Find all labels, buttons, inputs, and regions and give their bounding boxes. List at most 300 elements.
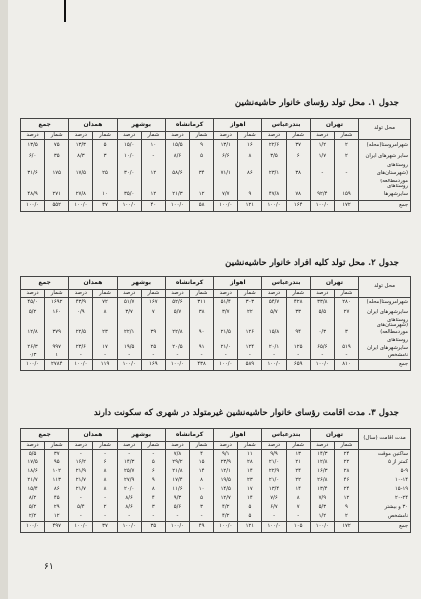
- table-cell: ۵۲/۶: [165, 298, 189, 308]
- row-label: سایرشهرها: [359, 189, 411, 200]
- table-cell: ۲۱/۳: [165, 189, 189, 200]
- total-cell: ۸۱۰: [334, 359, 358, 370]
- table-cell: ۸: [93, 477, 117, 486]
- table-cell: ۰/۳: [21, 353, 45, 359]
- total-cell: ۱۰۰/۰: [214, 522, 238, 533]
- sub-header: شمار: [45, 132, 69, 140]
- page-number: ۶۱: [44, 562, 54, 572]
- table-cell: ۵۱/۴: [214, 298, 238, 308]
- table-cell: ۷: [141, 308, 165, 318]
- table-cell: ۲۸: [334, 468, 358, 477]
- table-cell: ۲۰/۱: [262, 343, 286, 353]
- table-cell: ۸۶: [45, 486, 69, 495]
- row-header: مدت اقامت (سال): [359, 429, 411, 450]
- table-cell: ۱۰: [141, 140, 165, 152]
- total-cell: ۱۰۰/۰: [21, 522, 45, 533]
- table-cell: ۱۱/۶: [165, 486, 189, 495]
- table-cell: ۵: [190, 152, 214, 163]
- table-cell: ۲۱/۰: [214, 343, 238, 353]
- table-cell: ۱۶۷: [141, 298, 165, 308]
- table-cell: ۷/۷: [214, 189, 238, 200]
- table-cell: ۹: [141, 477, 165, 486]
- total-cell: ۱۰۰/۰: [262, 200, 286, 211]
- table-cell: ۵/۵: [310, 308, 334, 318]
- total-cell: ۱۰۰/۰: [117, 522, 141, 533]
- table-cell: -: [69, 495, 93, 504]
- row-label: روستاهای: [359, 318, 411, 323]
- sub-header: درصد: [310, 290, 334, 298]
- group-header: اهواز: [214, 429, 262, 442]
- group-header: کرمانشاه: [165, 119, 213, 132]
- table-cell: ۱: [45, 353, 69, 359]
- sub-header: درصد: [214, 132, 238, 140]
- total-cell: ۱۰۰/۰: [214, 200, 238, 211]
- row-label: سایر شهرهای ایران: [359, 152, 411, 163]
- table-cell: ۸۶: [238, 168, 262, 179]
- table-cell: ۹۰: [190, 328, 214, 338]
- table-cell: ۳/۵: [262, 152, 286, 163]
- table-cell: -: [262, 353, 286, 359]
- table-cell: ۱۷/۴: [165, 477, 189, 486]
- table-row: [21, 152, 411, 163]
- group-header: جمع: [21, 429, 69, 442]
- table-1-caption: جدول ۱. محل تولد رؤسای خانوار حاشیه‌نشین: [234, 98, 399, 108]
- table-cell: -: [334, 168, 358, 179]
- table-cell: ۹/۳: [165, 495, 189, 504]
- table-cell: ۴: [141, 495, 165, 504]
- sub-header: درصد: [214, 290, 238, 298]
- sub-header: درصد: [262, 132, 286, 140]
- table-row: [21, 140, 411, 152]
- table-cell: ۹: [190, 140, 214, 152]
- table-cell: ۱۳/۴: [310, 486, 334, 495]
- group-header: همدان: [69, 119, 117, 132]
- total-row: [21, 200, 411, 211]
- table-cell: ۱۲/۷: [214, 495, 238, 504]
- table-cell: ۴۵: [45, 495, 69, 504]
- table-cell: ۱۲: [141, 189, 165, 200]
- table-cell: ۵: [93, 140, 117, 152]
- table-cell: ۱۲۶: [238, 328, 262, 338]
- total-cell: ۱۰۰/۰: [69, 522, 93, 533]
- table-cell: ۲: [93, 504, 117, 513]
- table-cell: ۲۲/۱: [117, 328, 141, 338]
- table-cell: ۳: [93, 152, 117, 163]
- table-cell: ۲۲: [286, 477, 310, 486]
- table-cell: ۱۵/۰: [117, 140, 141, 152]
- table-cell: ۳: [190, 504, 214, 513]
- table-cell: ۳۵: [45, 152, 69, 163]
- table-cell: ۴/۲: [214, 513, 238, 522]
- total-cell: ۶۵۹: [286, 359, 310, 370]
- table-cell: ۲۸: [238, 459, 262, 468]
- table-cell: ۲/۲: [21, 513, 45, 522]
- table-cell: ۰/۹: [69, 308, 93, 318]
- row-label: (شهرستان‌های: [359, 168, 411, 179]
- total-cell: ۱۷۲: [334, 522, 358, 533]
- sub-header: شمار: [141, 132, 165, 140]
- total-cell: ۱۰۰/۰: [310, 359, 334, 370]
- table-cell: ۵/۷: [165, 308, 189, 318]
- group-header: تهران: [310, 119, 358, 132]
- sub-header: درصد: [117, 442, 141, 450]
- table-cell: ۱۲: [190, 189, 214, 200]
- group-header: تهران: [310, 429, 358, 442]
- table-cell: ۵/۲: [21, 504, 45, 513]
- table-cell: ۲۵/۷: [117, 468, 141, 477]
- table-cell: ۹/۱: [214, 450, 238, 459]
- total-label: جمع: [359, 522, 411, 533]
- table-cell: ۲۷/۹: [117, 477, 141, 486]
- table-cell: ۵: [190, 495, 214, 504]
- sub-header: شمار: [45, 290, 69, 298]
- table-cell: ۷: [286, 504, 310, 513]
- sub-header: درصد: [165, 132, 189, 140]
- table-cell: ۴۷/۸: [262, 189, 286, 200]
- table-cell: ۲۳/۹: [214, 459, 238, 468]
- total-cell: ۱۰۰/۰: [21, 359, 45, 370]
- sub-header: شمار: [93, 290, 117, 298]
- sub-header: درصد: [165, 290, 189, 298]
- table-cell: ۸/۶: [165, 152, 189, 163]
- table-cell: ۲: [334, 140, 358, 152]
- table-cell: ۴۳/۹: [69, 298, 93, 308]
- total-cell: ۱۰۰/۰: [69, 359, 93, 370]
- table-cell: ۱/۲: [310, 140, 334, 152]
- sub-header: درصد: [310, 442, 334, 450]
- table-2-caption: جدول ۲. محل تولد کلیه افراد خانوار حاشیه‌نشین: [225, 258, 399, 268]
- table-cell: ۸/۶: [117, 504, 141, 513]
- table-cell: -: [93, 513, 117, 522]
- table-cell: ۱۵/۸: [262, 328, 286, 338]
- total-cell: ۱۶۴: [286, 200, 310, 211]
- table-cell: ۴/۲: [214, 504, 238, 513]
- page-edge: [0, 0, 8, 599]
- table-cell: ۹: [334, 504, 358, 513]
- sub-header: شمار: [238, 132, 262, 140]
- table-row: [21, 328, 411, 338]
- table-cell: ۲۳/۱: [262, 168, 286, 179]
- sub-header: شمار: [190, 290, 214, 298]
- table-cell: -: [117, 353, 141, 359]
- table-cell: ۷/۹: [310, 495, 334, 504]
- table-cell: -: [165, 513, 189, 522]
- group-header: اهواز: [214, 119, 262, 132]
- table-cell: ۲۲: [238, 308, 262, 318]
- table-cell: ۱۰: [93, 189, 117, 200]
- total-cell: ۳۷: [93, 522, 117, 533]
- table-cell: ۲: [334, 513, 358, 522]
- total-cell: ۱۰۰/۰: [21, 200, 45, 211]
- table-cell: ۱۱۳: [45, 477, 69, 486]
- table-cell: ۱۵/۵: [165, 140, 189, 152]
- table-cell: ۵۸/۶: [165, 168, 189, 179]
- table-cell: -: [141, 152, 165, 163]
- table-cell: ۱/۷: [310, 152, 334, 163]
- table-cell: ۳۷۹: [45, 328, 69, 338]
- table-3: [20, 428, 411, 533]
- total-cell: ۵۸۹: [238, 359, 262, 370]
- table-cell: ۲۵: [93, 168, 117, 179]
- table-cell: ۱۷: [238, 486, 262, 495]
- table-row: [21, 298, 411, 308]
- table-cell: ۷۲: [93, 298, 117, 308]
- table-cell: ۳۸: [286, 168, 310, 179]
- total-cell: ۱۲۱: [238, 200, 262, 211]
- table-cell: ۸: [93, 486, 117, 495]
- table-cell: ۱۲: [141, 168, 165, 179]
- table-cell: ۱۷/۵: [21, 459, 45, 468]
- row-label: کمتر از ۵: [359, 459, 411, 468]
- table-cell: ۶/۶: [214, 152, 238, 163]
- table-cell: ۰/۳: [310, 328, 334, 338]
- total-cell: ۴۳۸: [190, 359, 214, 370]
- table-cell: ۱۳: [286, 450, 310, 459]
- total-cell: ۱۰۰/۰: [165, 522, 189, 533]
- group-header: بوشهر: [117, 119, 165, 132]
- group-header: بوشهر: [117, 429, 165, 442]
- table-cell: ۵/۳: [310, 504, 334, 513]
- sub-header: درصد: [310, 132, 334, 140]
- table-cell: ۱۶: [238, 140, 262, 152]
- sub-header: درصد: [21, 132, 45, 140]
- table-cell: ۲۲/۵: [69, 328, 93, 338]
- table-cell: -: [141, 450, 165, 459]
- total-cell: ۴۹۷: [45, 522, 69, 533]
- table-row: [21, 168, 411, 179]
- table-cell: ۲۷۱: [45, 189, 69, 200]
- total-cell: ۱۰۰/۰: [69, 200, 93, 211]
- sub-header: شمار: [141, 442, 165, 450]
- table-cell: ۳۳/۸: [310, 298, 334, 308]
- row-header: محل تولد: [359, 277, 411, 298]
- table-row: [21, 189, 411, 200]
- table-row: [21, 468, 411, 477]
- sub-header: درصد: [117, 290, 141, 298]
- table-row: [21, 477, 411, 486]
- table-cell: ۳۹: [141, 328, 165, 338]
- group-header: همدان: [69, 429, 117, 442]
- table-cell: ۹۱: [190, 343, 214, 353]
- table-cell: ۵/۵: [21, 450, 45, 459]
- group-header: همدان: [69, 277, 117, 290]
- total-cell: ۱۱۹: [93, 359, 117, 370]
- table-cell: ۲۱/۷: [69, 486, 93, 495]
- total-cell: ۴۰: [141, 200, 165, 211]
- table-cell: -: [141, 513, 165, 522]
- table-cell: -: [117, 513, 141, 522]
- table-cell: -: [69, 513, 93, 522]
- table-cell: ۸/۲: [21, 495, 45, 504]
- sub-header: شمار: [238, 442, 262, 450]
- table-cell: ۲۲/۸: [165, 328, 189, 338]
- table-cell: ۲۶/۸: [310, 477, 334, 486]
- table-cell: ۵/۲: [21, 308, 45, 318]
- total-row: [21, 359, 411, 370]
- table-cell: ۸: [238, 152, 262, 163]
- table-cell: ۳: [334, 328, 358, 338]
- table-cell: ۱۲۴: [238, 343, 262, 353]
- sub-header: درصد: [262, 442, 286, 450]
- total-cell: ۱۲۱: [238, 522, 262, 533]
- sub-header: درصد: [214, 442, 238, 450]
- row-label: موردمطالعه): [359, 179, 411, 184]
- sub-header: شمار: [141, 290, 165, 298]
- table-cell: -: [310, 353, 334, 359]
- table-cell: ۶/۰: [21, 152, 45, 163]
- total-row: [21, 522, 411, 533]
- row-label: شهرامروستا(محله): [359, 140, 411, 152]
- table-cell: ۲۱/۹: [69, 468, 93, 477]
- table-cell: ۱۰۲: [45, 468, 69, 477]
- total-cell: ۱۰۰/۰: [310, 200, 334, 211]
- table-cell: ۸: [286, 495, 310, 504]
- table-row: [21, 459, 411, 468]
- table-cell: ۱۴/۳: [117, 459, 141, 468]
- table-cell: ۵۱/۷: [117, 298, 141, 308]
- row-label: ۱۰-۱۴: [359, 477, 411, 486]
- table-cell: ۱۵۹: [334, 189, 358, 200]
- table-cell: -: [286, 353, 310, 359]
- row-label: (شهرستان‌های: [359, 323, 411, 328]
- table-cell: ۳۵/۰: [117, 189, 141, 200]
- table-cell: -: [69, 450, 93, 459]
- row-label: ۱۵-۱۹: [359, 486, 411, 495]
- total-cell: ۱۷۲: [334, 200, 358, 211]
- table-cell: ۶: [286, 152, 310, 163]
- table-cell: ۲۱/۵: [214, 328, 238, 338]
- table-2: [20, 276, 411, 371]
- total-cell: ۴۹: [190, 522, 214, 533]
- table-cell: -: [190, 513, 214, 522]
- group-header: کرمانشاه: [165, 429, 213, 442]
- table-cell: ۵/۷: [262, 308, 286, 318]
- table-cell: ۵/۶: [165, 504, 189, 513]
- table-row: [21, 486, 411, 495]
- table-cell: ۷/۸: [165, 450, 189, 459]
- table-cell: ۹۲/۴: [310, 189, 334, 200]
- table-cell: ۲۰/۵: [165, 343, 189, 353]
- table-cell: ۲۲/۶: [262, 140, 286, 152]
- table-cell: ۶/۷: [262, 504, 286, 513]
- table-cell: ۱۸/۶: [21, 468, 45, 477]
- sub-header: شمار: [190, 442, 214, 450]
- table-cell: ۳۷: [45, 450, 69, 459]
- table-cell: ۵: [238, 513, 262, 522]
- table-cell: ۸/۶: [117, 495, 141, 504]
- total-cell: ۵۸: [190, 200, 214, 211]
- table-cell: ۷/۶: [262, 495, 286, 504]
- group-header: بوشهر: [117, 277, 165, 290]
- group-header: جمع: [21, 119, 69, 132]
- table-cell: ۱۶۹۲: [45, 298, 69, 308]
- total-label: جمع: [359, 359, 411, 370]
- table-cell: ۱۷/۵: [69, 168, 93, 179]
- table-row: [21, 308, 411, 318]
- table-cell: ۱۹/۵: [117, 343, 141, 353]
- table-cell: ۴: [190, 450, 214, 459]
- table-cell: ۱۳/۳: [69, 140, 93, 152]
- table-cell: ۹۴: [286, 328, 310, 338]
- table-row: [21, 343, 411, 353]
- table-cell: ۳۰/۰: [117, 168, 141, 179]
- sub-header: شمار: [334, 290, 358, 298]
- table-cell: ۱۴/۵: [214, 486, 238, 495]
- table-cell: ۸: [190, 477, 214, 486]
- table-cell: ۸/۳: [69, 152, 93, 163]
- table-cell: ۱۴: [238, 495, 262, 504]
- table-row: [21, 513, 411, 522]
- table-cell: ۲: [334, 152, 358, 163]
- table-cell: ۱۱: [238, 450, 262, 459]
- total-cell: ۳۷: [93, 200, 117, 211]
- table-cell: ۱۴: [190, 468, 214, 477]
- table-row: [21, 495, 411, 504]
- table-cell: ۴۵/۰: [21, 298, 45, 308]
- table-cell: ۱۲۵: [286, 343, 310, 353]
- table-cell: ۵/۴: [69, 504, 93, 513]
- sub-header: شمار: [286, 290, 310, 298]
- row-label: ۲۰-۲۴: [359, 495, 411, 504]
- table-cell: ۲۲: [334, 459, 358, 468]
- row-label: ساکنین موقت: [359, 450, 411, 459]
- table-cell: ۷۵: [45, 140, 69, 152]
- table-cell: ۲۲/۹: [262, 468, 286, 477]
- table-cell: ۲۵: [141, 343, 165, 353]
- sub-header: درصد: [69, 290, 93, 298]
- table-cell: ۱۹/۵: [214, 477, 238, 486]
- table-cell: ۱۷: [93, 343, 117, 353]
- sub-header: شمار: [286, 132, 310, 140]
- sub-header: شمار: [238, 290, 262, 298]
- table-cell: ۱۰: [190, 486, 214, 495]
- table-cell: ۲۱/۷: [69, 477, 93, 486]
- sub-header: درصد: [117, 132, 141, 140]
- row-label: روستاهای: [359, 184, 411, 189]
- sub-header: شمار: [190, 132, 214, 140]
- table-cell: ۱۳/۵: [21, 140, 45, 152]
- sub-header: درصد: [21, 442, 45, 450]
- table-cell: ۴۸/۹: [21, 189, 45, 200]
- table-cell: ۲۱: [286, 459, 310, 468]
- table-row: [21, 450, 411, 459]
- table-cell: ۹۵: [45, 459, 69, 468]
- table-cell: ۲۱/۷: [21, 477, 45, 486]
- table-cell: -: [310, 168, 334, 179]
- table-cell: -: [190, 353, 214, 359]
- table-cell: ۳۷: [286, 140, 310, 152]
- table-cell: ۱۰/۰: [117, 152, 141, 163]
- group-header: اهواز: [214, 277, 262, 290]
- table-cell: -: [334, 353, 358, 359]
- table-cell: ۱۵/۴: [21, 486, 45, 495]
- table-cell: -: [286, 513, 310, 522]
- table-cell: ۴۲۸: [286, 298, 310, 308]
- sub-header: درصد: [21, 290, 45, 298]
- group-header: تهران: [310, 277, 358, 290]
- table-cell: -: [214, 353, 238, 359]
- total-cell: ۱۰۰/۰: [310, 522, 334, 533]
- table-cell: -: [69, 353, 93, 359]
- table-cell: -: [165, 353, 189, 359]
- table-cell: ۹۹۷: [45, 343, 69, 353]
- row-label: روستاهای: [359, 338, 411, 343]
- table-cell: -: [93, 450, 117, 459]
- total-cell: ۳۵: [141, 522, 165, 533]
- table-cell: ۸: [93, 468, 117, 477]
- sub-header: شمار: [93, 442, 117, 450]
- total-cell: ۱۶۹: [141, 359, 165, 370]
